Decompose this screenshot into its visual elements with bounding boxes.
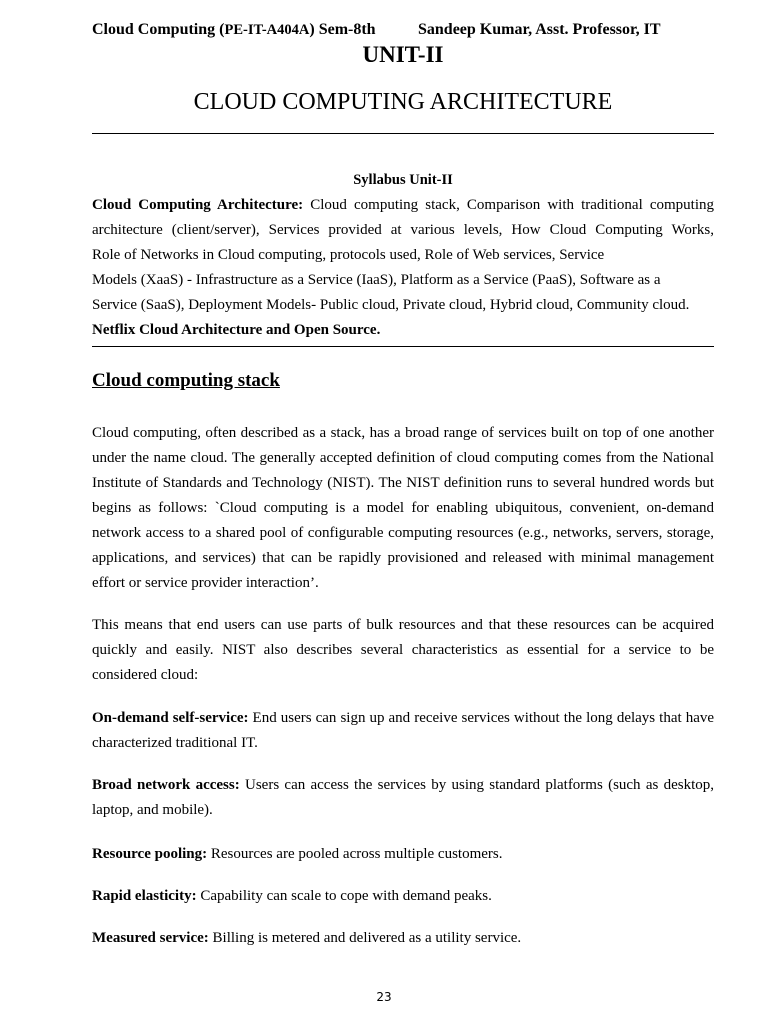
course-title: Cloud Computing (PE-IT-A404A) Sem-8th: [92, 21, 376, 38]
page-number: 23: [376, 990, 392, 1004]
syllabus-line: Role of Networks in Cloud computing, protocols used, Role of Web services, Service: [92, 247, 605, 263]
running-header: [92, 21, 714, 39]
characteristic-on-demand: [92, 706, 714, 756]
characteristic-resource-pooling: [92, 842, 714, 867]
syllabus-line: Cloud Computing Architecture: Cloud computing stack, Comparison with traditional computing: [92, 197, 714, 213]
syllabus-heading: Syllabus Unit-II: [353, 172, 453, 188]
paragraph-meaning: This means that end users can use parts of bulk resources and that these resources can be acquired quickly and easily. NIST also describes several characteristics as essential for a service to be considered cloud:: [92, 617, 714, 683]
syllabus-line: Service (SaaS), Deployment Models- Public cloud, Private cloud, Hybrid cloud, Community cloud.: [92, 297, 690, 313]
course-code: PE-IT-A404A: [224, 22, 310, 38]
syllabus-closing: Netflix Cloud Architecture and Open Source.: [92, 322, 381, 338]
characteristic-term: Resource pooling:: [92, 846, 208, 862]
characteristic-text: Billing is metered and delivered as a utility service.: [208, 930, 522, 946]
characteristic-rapid-elasticity: [92, 884, 714, 909]
syllabus-line: Models (XaaS) - Infrastructure as a Service (IaaS), Platform as a Service (PaaS), Software as a: [92, 272, 661, 288]
section-heading: Cloud computing stack: [92, 370, 280, 391]
divider-bottom: [92, 346, 714, 347]
characteristic-text: Capability can scale to cope with demand peaks.: [196, 888, 492, 904]
author-name: Sandeep Kumar, Asst. Professor, IT: [418, 21, 661, 38]
characteristic-text: Users can access the services by using standard platforms (such as desktop, laptop, and mobile).: [92, 777, 714, 818]
characteristic-term: Measured service:: [92, 930, 209, 946]
chapter-title: CLOUD COMPUTING ARCHITECTURE: [193, 89, 613, 115]
characteristic-measured-service: [92, 926, 714, 951]
characteristic-term: On-demand self-service:: [92, 710, 249, 726]
characteristic-broad-network: [92, 773, 714, 823]
divider-top: [92, 133, 714, 134]
syllabus-line: architecture (client/server), Services provided at various levels, How Cloud Computing Works,: [92, 222, 714, 238]
characteristic-term: Rapid elasticity:: [92, 888, 197, 904]
unit-title: UNIT-II: [362, 42, 444, 67]
syllabus-lead: Cloud Computing Architecture:: [92, 197, 304, 213]
characteristic-text: End users can sign up and receive services without the long delays that have characterized traditional IT.: [92, 710, 715, 751]
syllabus-body: [92, 193, 714, 343]
paragraph-intro: Cloud computing, often described as a stack, has a broad range of services built on top of one another under the name cloud. The generally accepted definition of cloud computing comes from the National Institute of Standards and Technology (NIST). The NIST definition runs to several hundred words but begins as follows: `Cloud computing is a model for enabling ubiquitous, convenient, on-demand network access to a shared pool of configurable computing resources (e.g., networks, servers, storage, applications, and services) that can be rapidly provisioned and released with minimal management effort or service provider interaction’.: [92, 425, 714, 591]
characteristic-text: Resources are pooled across multiple customers.: [207, 846, 503, 862]
characteristic-term: Broad network access:: [92, 777, 240, 793]
